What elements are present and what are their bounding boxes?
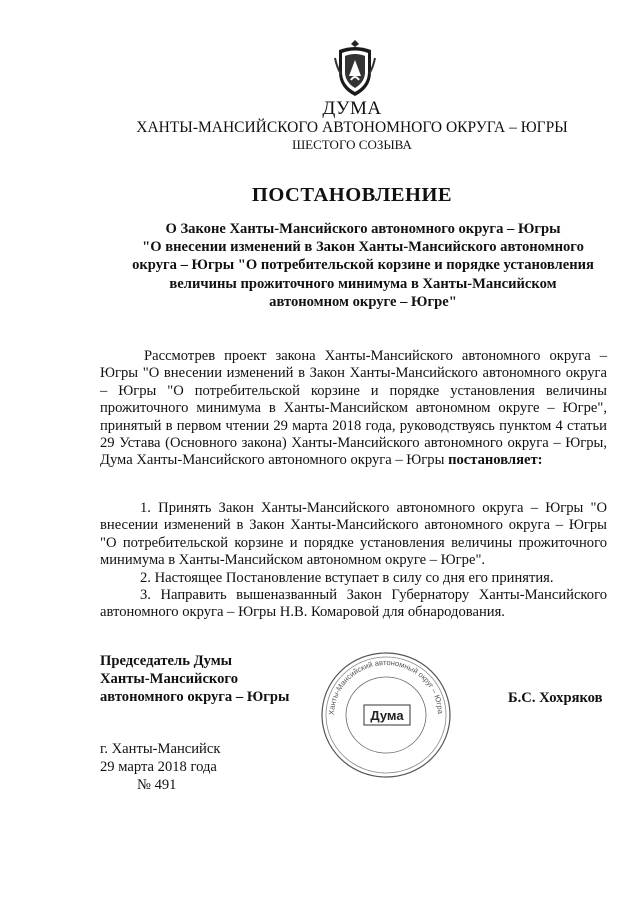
signatory-name: Б.С. Хохряков (508, 690, 603, 706)
issue-date: 29 марта 2018 года (100, 759, 217, 775)
document-type: ПОСТАНОВЛЕНИЕ (251, 184, 453, 206)
document-footer (100, 740, 220, 794)
issue-place: г. Ханты-Мансийск (100, 741, 221, 757)
organization-name: ДУМА (322, 98, 382, 119)
coat-of-arms-icon (333, 38, 377, 98)
convocation: ШЕСТОГО СОЗЫВА (292, 137, 412, 152)
official-stamp (318, 650, 454, 780)
signatory-title-line: Ханты-Мансийского (100, 671, 238, 687)
stamp-ring-text: Ханты-Мансийский автономный округ – Югра (326, 657, 446, 716)
subject-line: "О внесении изменений в Закон Ханты-Мансийского автономного (142, 239, 584, 256)
document-subject (98, 220, 628, 311)
signatory-title-line: автономного округа – Югры (100, 689, 290, 705)
resolution-item: 1. Принять Закон Ханты-Мансийского автономного округа – Югры "О внесении изменений в Закон Ханты-Мансийского автономного округа – Югры "О потребительской корзине и порядке установления величины прожиточного минимума в Ханты-Мансийском автономном округе – Югре". (100, 500, 607, 569)
signatory-title (100, 652, 289, 706)
subject-line: величины прожиточного минимума в Ханты-Мансийском (169, 275, 557, 292)
subject-line: О Законе Ханты-Мансийского автономного округа – Югры (165, 221, 561, 237)
preamble-text: Рассмотрев проект закона Ханты-Мансийского автономного округа – Югры "О внесении изменений в Закон Ханты-Мансийского автономного округа – Югры "О потребительской корзине и порядке установления величины прожиточного минимума в Ханты-Мансийском автономном округе – Югре", принятый в первом чтении 29 марта 2018 года, руководствуясь пунктом 4 статьи 29 Устава (Основного закона) Ханты-Мансийского автономного округа – Югры, Дума Ханты-Мансийского автономного округа – Югры (100, 348, 607, 469)
preamble-paragraph (100, 348, 607, 470)
subject-line: автономном округе – Югре" (269, 293, 457, 310)
resolves-word: постановляет: (448, 452, 543, 469)
resolution-item: 3. Направить вышеназванный Закон Губернатору Ханты-Мансийского автономного округа – Югры Н.В. Комаровой для обнародования. (100, 587, 607, 621)
resolution-items (100, 500, 607, 622)
resolution-item: 2. Настоящее Постановление вступает в силу со дня его принятия. (140, 569, 554, 586)
document-number: № 491 (137, 777, 177, 793)
subject-line: округа – Югры "О потребительской корзине и порядке установления (132, 257, 594, 274)
region-name: ХАНТЫ-МАНСИЙСКОГО АВТОНОМНОГО ОКРУГА – ЮГРЫ (136, 119, 568, 136)
signatory-title-line: Председатель Думы (100, 653, 233, 669)
stamp-center-text: Дума (370, 708, 404, 723)
